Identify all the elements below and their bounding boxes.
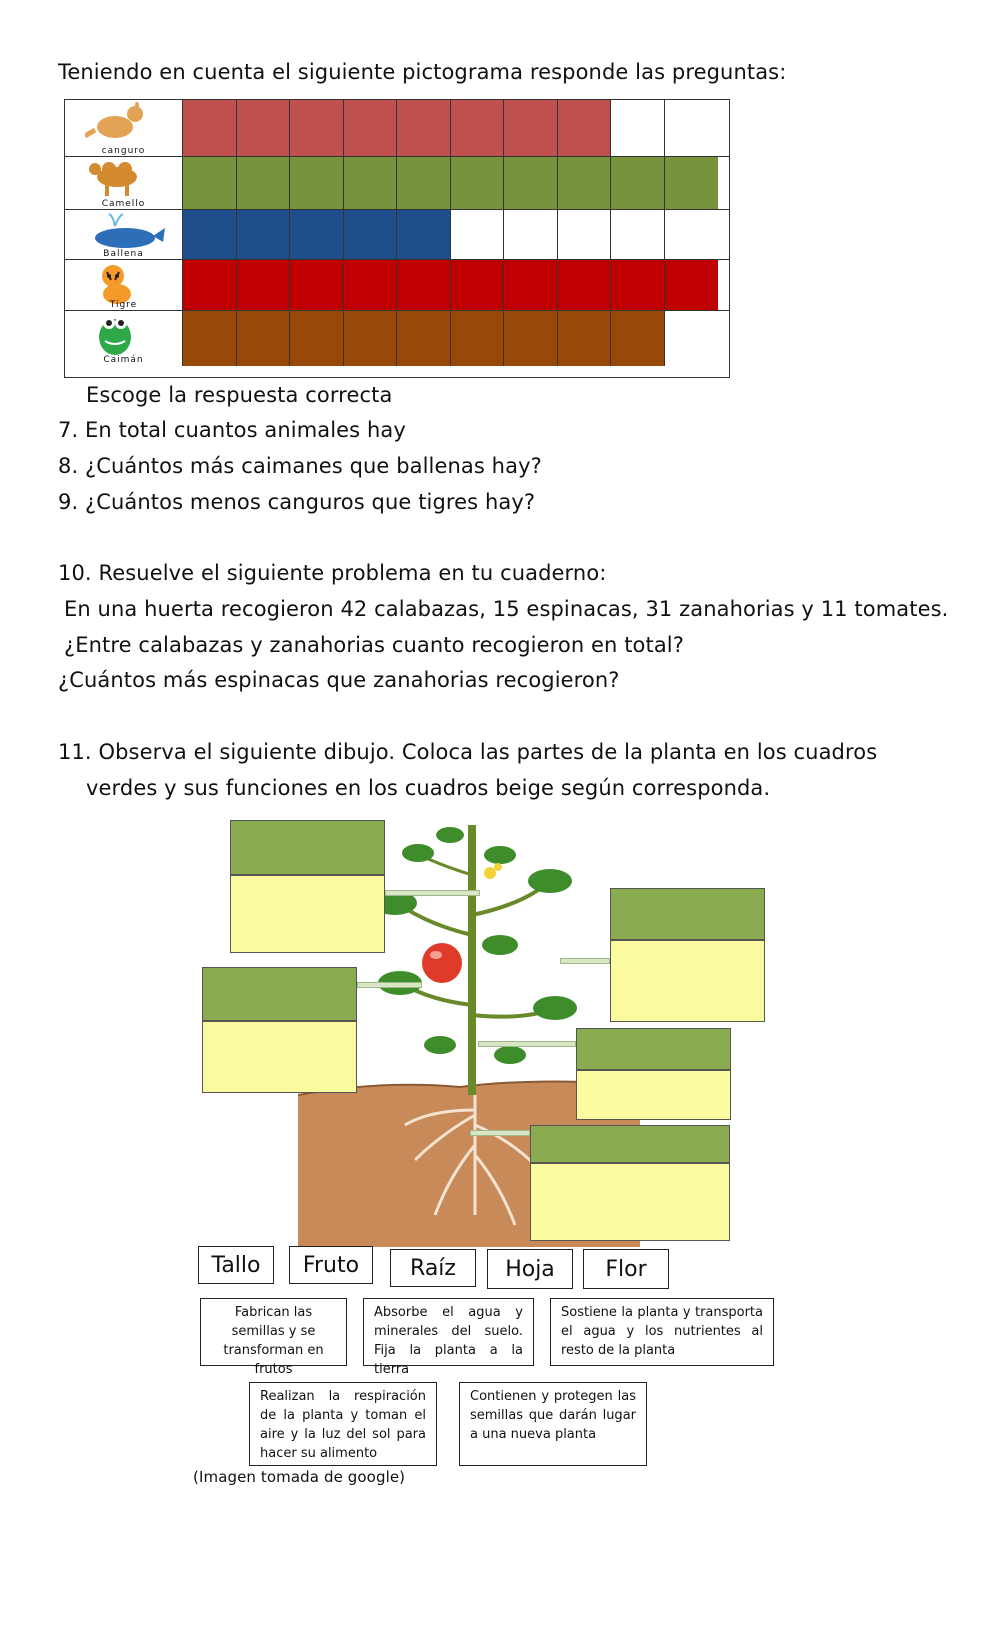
part-word-hoja[interactable]: Hoja — [487, 1249, 573, 1289]
pictogram-filled-cell — [558, 311, 612, 366]
pictogram-filled-cell — [397, 260, 451, 311]
pictogram-empty-cell — [665, 100, 719, 157]
pictogram-filled-cell — [397, 210, 451, 260]
pictogram-row — [65, 100, 729, 157]
pointer-arrow — [478, 1041, 576, 1047]
pictogram-filled-cell — [237, 260, 291, 311]
pictogram-filled-cell — [183, 100, 237, 157]
pictogram-filled-cell — [451, 311, 505, 366]
pictogram-empty-cell — [665, 210, 719, 260]
function-card-respiration[interactable]: Realizan la respiración de la planta y toman el aire y la luz del sol para hacer su alimento — [249, 1382, 437, 1466]
pictogram-filled-cell — [237, 100, 291, 157]
whale-icon — [65, 210, 183, 260]
camel-icon — [65, 157, 183, 210]
pictogram-filled-cell — [183, 157, 237, 210]
pictogram-filled-cell — [558, 260, 612, 311]
pictogram-row — [65, 157, 729, 210]
question-7: 7. En total cuantos animales hay — [58, 418, 406, 442]
pictogram-filled-cell — [665, 157, 719, 210]
pictogram-filled-cell — [451, 260, 505, 311]
intro-text: Teniendo en cuenta el siguiente pictograma responde las preguntas: — [58, 60, 787, 84]
pictogram-filled-cell — [611, 311, 665, 366]
caiman-icon — [65, 311, 183, 366]
pictogram-filled-cell — [558, 157, 612, 210]
function-answer-box-5[interactable] — [530, 1163, 730, 1241]
pictogram-filled-cell — [237, 210, 291, 260]
pictogram-filled-cell — [611, 260, 665, 311]
pictogram-empty-cell — [611, 210, 665, 260]
pictogram-filled-cell — [665, 260, 719, 311]
pictogram-row-label: canguro — [101, 146, 146, 156]
pictogram-filled-cell — [344, 100, 398, 157]
pictogram-filled-cell — [344, 157, 398, 210]
pointer-arrow — [560, 958, 610, 964]
function-card-protect-seeds[interactable]: Contienen y protegen las semillas que darán lugar a una nueva planta — [459, 1382, 647, 1466]
pictogram-row-label: Tigre — [109, 300, 138, 310]
problem-line-2: ¿Entre calabazas y zanahorias cuanto recogieron en total? — [64, 633, 684, 657]
function-card-absorb[interactable]: Absorbe el agua y minerales del suelo. Fija la planta a la tierra — [363, 1298, 534, 1366]
problem-line-3: ¿Cuántos más espinacas que zanahorias recogieron? — [58, 668, 620, 692]
part-answer-box-5[interactable] — [530, 1125, 730, 1163]
pictogram-filled-cell — [397, 157, 451, 210]
question-8: 8. ¿Cuántos más caimanes que ballenas hay? — [58, 454, 542, 478]
function-card-support[interactable]: Sostiene la planta y transporta el agua y los nutrientes al resto de la planta — [550, 1298, 774, 1366]
tiger-icon — [65, 260, 183, 311]
part-answer-box-2[interactable] — [610, 888, 765, 940]
problem-line-1: En una huerta recogieron 42 calabazas, 15 espinacas, 31 zanahorias y 11 tomates. — [64, 597, 949, 621]
pictogram-filled-cell — [451, 157, 505, 210]
part-word-tallo[interactable]: Tallo — [198, 1246, 274, 1284]
pictogram-filled-cell — [183, 311, 237, 366]
pictogram-filled-cell — [504, 100, 558, 157]
pointer-arrow — [385, 890, 480, 896]
pictogram-row — [65, 311, 729, 366]
part-answer-box-3[interactable] — [202, 967, 357, 1021]
function-answer-box-1[interactable] — [230, 875, 385, 953]
pictogram-filled-cell — [397, 100, 451, 157]
pictogram-row-label: Ballena — [103, 249, 144, 259]
choose-instruction: Escoge la respuesta correcta — [86, 383, 393, 407]
pictogram-filled-cell — [183, 260, 237, 311]
pictogram-empty-cell — [504, 210, 558, 260]
function-card-seeds-fruit[interactable]: Fabrican las semillas y se transforman en frutos — [200, 1298, 347, 1366]
part-answer-box-1[interactable] — [230, 820, 385, 875]
pictogram-empty-cell — [665, 311, 719, 366]
pictogram-empty-cell — [611, 100, 665, 157]
exercise-11-line-1: 11. Observa el siguiente dibujo. Coloca las partes de la planta en los cuadros — [58, 740, 878, 764]
pictogram-filled-cell — [237, 311, 291, 366]
image-credit: (Imagen tomada de google) — [193, 1468, 406, 1486]
problem-title: 10. Resuelve el siguiente problema en tu cuaderno: — [58, 561, 607, 585]
pictogram-filled-cell — [237, 157, 291, 210]
pictogram-filled-cell — [344, 210, 398, 260]
pictogram-filled-cell — [290, 311, 344, 366]
pictogram-filled-cell — [290, 210, 344, 260]
function-answer-box-2[interactable] — [610, 940, 765, 1022]
pictogram-row — [65, 210, 729, 260]
pictogram-filled-cell — [183, 210, 237, 260]
part-answer-box-4[interactable] — [576, 1028, 731, 1070]
pictogram-filled-cell — [290, 100, 344, 157]
function-answer-box-3[interactable] — [202, 1021, 357, 1093]
question-9: 9. ¿Cuántos menos canguros que tigres hay? — [58, 490, 536, 514]
pictogram-filled-cell — [344, 260, 398, 311]
pictogram-row-label: Caimán — [103, 355, 144, 365]
pictogram-filled-cell — [611, 157, 665, 210]
pictogram-filled-cell — [504, 311, 558, 366]
pictogram-filled-cell — [290, 260, 344, 311]
part-word-flor[interactable]: Flor — [583, 1249, 669, 1289]
pictogram-row — [65, 260, 729, 311]
pictogram-filled-cell — [504, 157, 558, 210]
pictogram-filled-cell — [397, 311, 451, 366]
part-word-raiz[interactable]: Raíz — [390, 1249, 476, 1287]
pointer-arrow — [357, 982, 422, 988]
pictogram-empty-cell — [558, 210, 612, 260]
part-word-fruto[interactable]: Fruto — [289, 1246, 373, 1284]
pictogram-filled-cell — [451, 100, 505, 157]
pointer-arrow — [470, 1130, 530, 1136]
pictogram-filled-cell — [558, 100, 612, 157]
exercise-11-line-2: verdes y sus funciones en los cuadros beige según corresponda. — [86, 776, 771, 800]
kangaroo-icon — [65, 100, 183, 157]
pictogram-empty-cell — [451, 210, 505, 260]
pictogram-row-label: Camello — [101, 199, 146, 209]
function-answer-box-4[interactable] — [576, 1070, 731, 1120]
pictogram-table — [64, 99, 730, 378]
pictogram-filled-cell — [344, 311, 398, 366]
pictogram-filled-cell — [290, 157, 344, 210]
pictogram-filled-cell — [504, 260, 558, 311]
